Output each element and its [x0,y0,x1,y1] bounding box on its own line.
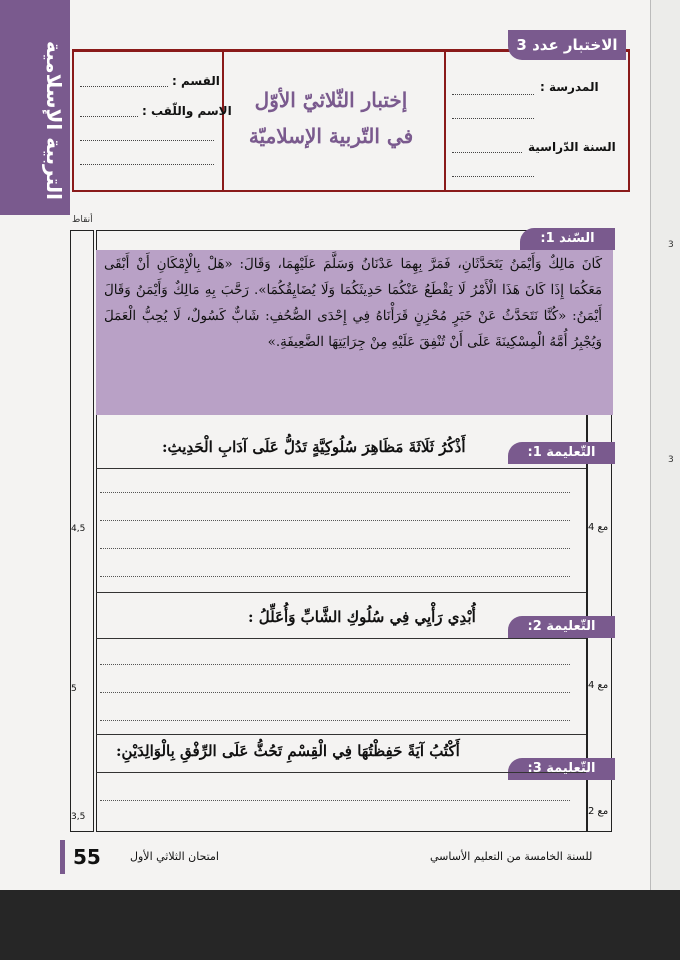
header-divider [444,52,446,190]
support-tab: السّند 1: [520,228,615,250]
test-number-badge: الاختبار عدد 3 [508,30,626,60]
header-divider [222,52,224,190]
exam-title-line2: في التّربية الإسلاميّة [248,124,414,148]
page-number: 55 [60,840,133,874]
next-page-edge [650,0,680,890]
marks-column-header: أنقاط [72,215,93,225]
header-box [72,49,630,192]
subject-spine-label: التربية الإسلامية [42,41,66,201]
instruction-2-tab: التّعليمة 2: [508,616,615,638]
name-field[interactable] [80,116,138,117]
year-label: السنة الدّراسية [528,140,616,154]
instruction-3-tab: التّعليمة 3: [508,758,615,780]
name-field-line3[interactable] [80,164,214,165]
separator [96,772,586,773]
section-label: القسم : [172,74,220,88]
instruction-2-criterion: مع 4 [588,680,609,691]
subject-spine [0,0,70,215]
exam-title-line1: إختبار الثّلاثيّ الأوّل [254,88,408,112]
instruction-3-marks: 3,5 [71,812,86,822]
section-field[interactable] [80,86,168,87]
answer-line[interactable] [100,800,570,801]
school-field[interactable] [452,94,534,95]
instruction-2-question: أُبْدِي رَأْيِي فِي سُلُوكِ الشَّابِّ وَأُعَلِّلُ : [248,608,476,626]
separator [96,592,586,593]
support-text: كَانَ مَالِكٌ وَأَيْمَنُ يَتَحَدَّثَانِ، فَمَرَّ بِهِمَا عَدْنَانُ وَسَلَّمَ عَلَيْهِمَا، وَقَالَ: «هَلْ بِالْإِمْكَانِ أَنْ أَبْقَى مَعَكُمَا إِذَا كَانَ هَذَا الْأَمْرُ لَا يَقْطَعُ عَنْكُمَا حَدِيثَكُمَا وَلَا يُضَايِقُكُمَا». رَحَّبَ بِهِ مَالِكٌ وَأَيْمَنُ وَقَالَ أَيْمَنُ: «كُنَّا نَتَحَدَّثُ عَنْ خَبَرٍ مُحْزِنٍ قَرَأْنَاهُ فِي إِحْدَى الصُّحُفِ: شَابٌّ كَسُولٌ، لَا يُحِبُّ الْعَمَلَ وَيُجْبِرُ أُمَّهُ الْمِسْكِينَةَ عَلَى أَنْ تُنْفِقَ عَلَيْهِ مِنْ جِرَايَتِهَا الضَّعِيفَةِ.» [104,257,602,350]
instruction-1-tab: التّعليمة 1: [508,442,615,464]
footer-exam-label: امتحان الثلاثي الأول [130,850,219,863]
separator [96,468,586,469]
instruction-1-question: أَذْكُرُ ثَلَاثَةَ مَظَاهِرَ سُلُوكِيَّةٍ تَدُلُّ عَلَى آدَابِ الْحَدِيثِ: [162,438,466,456]
answer-line[interactable] [100,664,570,665]
side-mark: 3 [668,455,674,465]
answer-line[interactable] [100,492,570,493]
separator [96,734,586,735]
answer-line[interactable] [100,576,570,577]
answer-line[interactable] [100,548,570,549]
year-field[interactable] [452,152,522,153]
answer-line[interactable] [100,520,570,521]
instruction-2-marks: 5 [71,684,77,694]
footer-grade-label: للسنة الخامسة من التعليم الأساسي [430,850,593,863]
side-mark: 3 [668,240,674,250]
answer-line[interactable] [100,692,570,693]
instruction-1-criterion: مع 4 [588,522,609,533]
name-field-line2[interactable] [80,140,214,141]
school-field-line2[interactable] [452,118,534,119]
name-label: الاسم واللّقب : [142,104,232,118]
instruction-1-marks: 4,5 [71,524,86,534]
instruction-3-criterion: مع 2 [588,806,609,817]
school-label: المدرسة : [540,80,599,94]
scan-background [0,890,680,960]
year-field-line2[interactable] [452,176,534,177]
instruction-3-question: أَكْتُبُ آيَةً حَفِظْتُهَا فِي الْقِسْمِ تَحُثُّ عَلَى الرِّفْقِ بِالْوَالِدَيْنِ: [116,742,460,760]
separator [96,638,586,639]
answer-line[interactable] [100,720,570,721]
